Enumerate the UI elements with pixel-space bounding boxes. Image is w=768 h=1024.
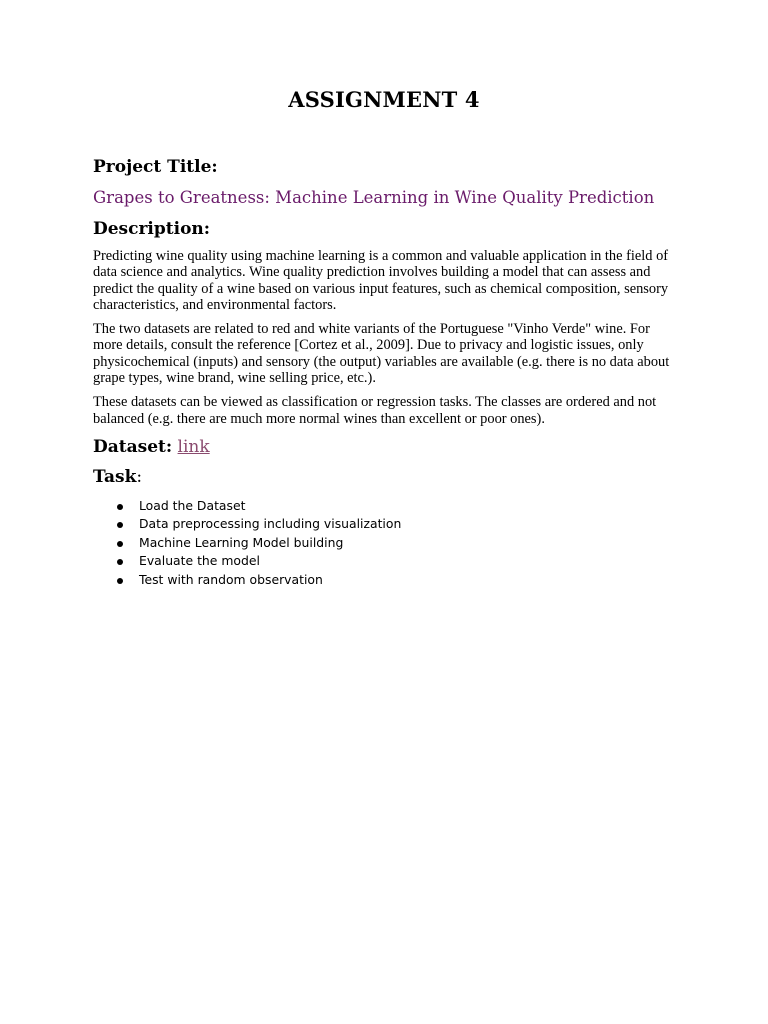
task-line (93, 465, 683, 489)
list-item (93, 534, 683, 552)
project-title-heading: Project Title: (93, 157, 218, 177)
bullet-icon (117, 522, 123, 528)
bullet-icon (117, 559, 123, 565)
description-paragraph-3: These datasets can be viewed as classification or regression tasks. The classes are ordered and not balanced (e.g. there are much more normal wines than excellent or poor ones). (93, 394, 657, 427)
task-item-label: Machine Learning Model building (139, 534, 344, 550)
task-item-label: Load the Dataset (139, 497, 246, 513)
description-paragraph-2: The two datasets are related to red and white variants of the Portuguese "Vinho Verde" wine. For more details, consult the reference [Cortez et al., 2009]. Due to privacy and logistic issues, only physicochemical (inputs) and sensory (the output) variables are available (e.g. there is no data about grape types, wine brand, wine selling price, etc.). (93, 321, 670, 387)
task-item-label: Test with random observation (139, 571, 323, 587)
task-colon: : (136, 466, 143, 487)
bullet-icon (117, 578, 123, 584)
list-item (93, 552, 683, 570)
task-list (93, 497, 683, 589)
description-paragraph-1: Predicting wine quality using machine learning is a common and valuable application in the field of data science and analytics. Wine quality prediction involves building a model that can assess and predict the quality of a wine based on various input features, such as chemical composition, sensory characteristics, and environmental factors. (93, 248, 669, 313)
list-item (93, 515, 683, 533)
document-title: ASSIGNMENT 4 (288, 87, 480, 112)
dataset-label: Dataset: (93, 436, 173, 457)
bullet-icon (117, 504, 123, 510)
dataset-line (93, 435, 683, 459)
task-label: Task (93, 466, 137, 487)
project-title: Grapes to Greatness: Machine Learning in Wine Quality Prediction (93, 188, 655, 207)
task-item-label: Data preprocessing including visualization (139, 516, 402, 532)
bullet-icon (117, 541, 123, 547)
list-item (93, 571, 683, 589)
task-item-label: Evaluate the model (139, 553, 260, 569)
dataset-link[interactable]: link (177, 436, 210, 457)
document-body (93, 155, 683, 589)
list-item (93, 497, 683, 515)
description-heading: Description: (93, 219, 211, 239)
